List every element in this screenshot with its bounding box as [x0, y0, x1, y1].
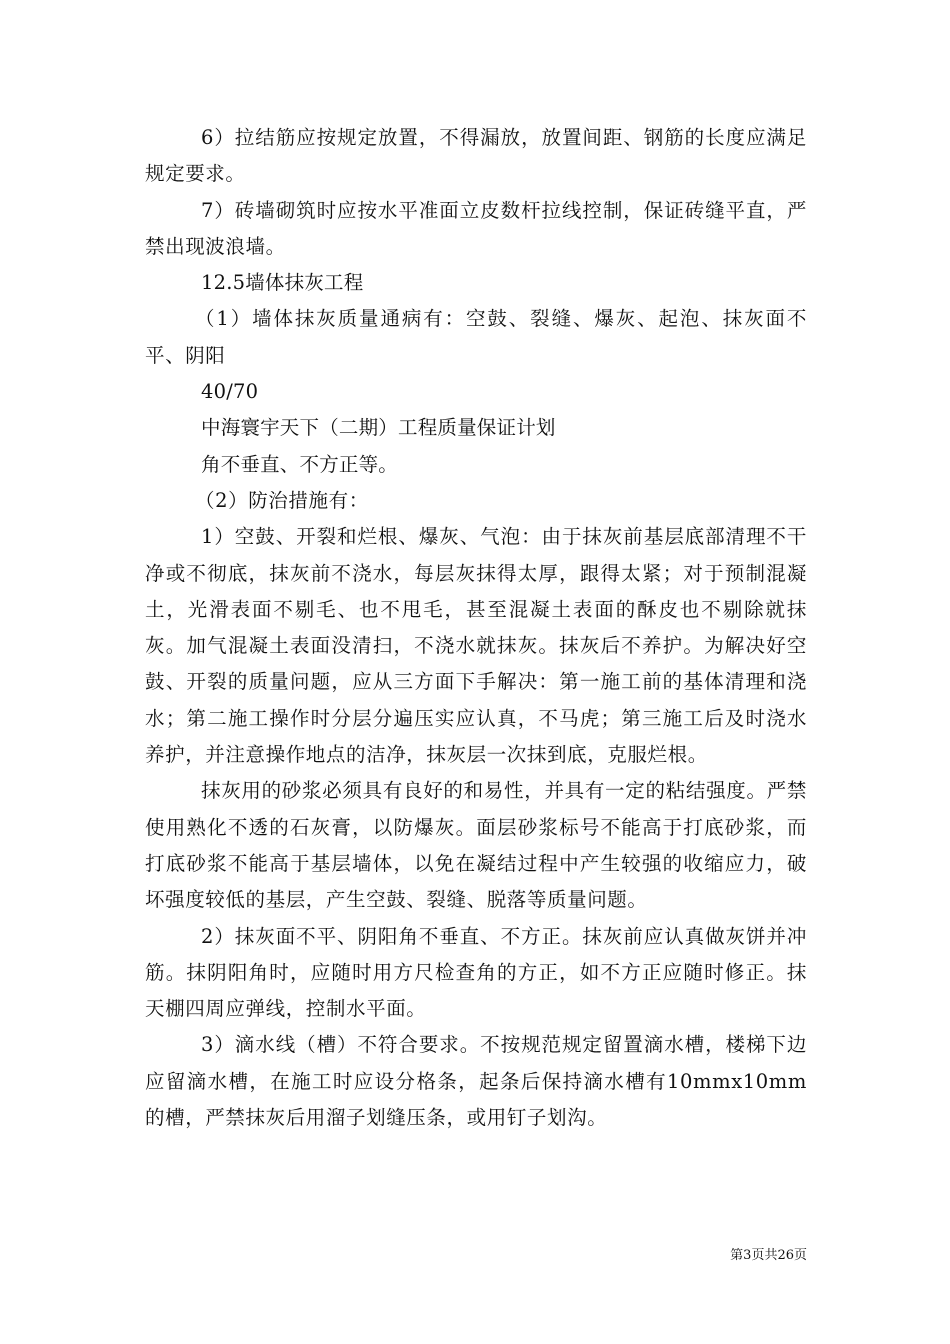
page-footer: 第3页共26页 — [730, 1248, 807, 1263]
document-body — [145, 120, 807, 1136]
paragraph-prevention-heading: （2）防治措施有： — [195, 488, 369, 512]
embedded-page-number: 40/70 — [201, 380, 259, 404]
paragraph-3-drip-line: 3）滴水线（槽）不符合要求。不按规范规定留置滴水槽，楼梯下边应留滴水槽，在施工时应设分格条，起条后保持滴水槽有10mmx10mm的槽，严禁抹灰后用溜子划缝压条，或用钉子划沟。 — [145, 1033, 807, 1130]
embedded-doc-title: 中海寰宇天下（二期）工程质量保证计划 — [201, 416, 556, 440]
paragraph-1-hollowing: 1）空鼓、开裂和烂根、爆灰、气泡：由于抹灰前基层底部清理不干净或不彻底，抹灰前不浇水，每层灰抹得太厚，跟得太紧；对于预制混凝土，光滑表面不剔毛、也不甩毛，甚至混凝土表面的酥皮也不剔除就抹灰。加气混凝土表面没清扫，不浇水就抹灰。抹灰后不养护。为解决好空鼓、开裂的质量问题，应从三方面下手解决：第一施工前的基体清理和浇水；第二施工操作时分层分遍压实应认真，不马虎；第三施工后及时浇水养护，并注意操作地点的洁净，抹灰层一次抹到底，克服烂根。 — [145, 525, 807, 767]
paragraph-continuation: 角不垂直、不方正等。 — [201, 452, 399, 476]
paragraph-7-brick-wall: 7）砖墙砌筑时应按水平准面立皮数杆拉线控制，保证砖缝平直，严禁出现波浪墙。 — [145, 198, 807, 258]
paragraph-2-uneven-surface: 2）抹灰面不平、阴阳角不垂直、不方正。抹灰前应认真做灰饼并冲筋。抹阴阳角时，应随时用方尺检查角的方正，如不方正应随时修正。抹天棚四周应弹线，控制水平面。 — [145, 924, 807, 1021]
paragraph-mortar: 抹灰用的砂浆必须具有良好的和易性，并具有一定的粘结强度。严禁使用熟化不透的石灰膏，以防爆灰。面层砂浆标号不能高于打底砂浆，而打底砂浆不能高于基层墙体，以免在凝结过程中产生较强的收缩应力，破坏强度较低的基层，产生空鼓、裂缝、脱落等质量问题。 — [145, 779, 807, 912]
paragraph-plaster-defects: （1）墙体抹灰质量通病有：空鼓、裂缝、爆灰、起泡、抹灰面不平、阴阳 — [145, 307, 807, 367]
paragraph-6-tie-bars: 6）拉结筋应按规定放置，不得漏放，放置间距、钢筋的长度应满足规定要求。 — [145, 126, 807, 186]
section-heading-12-5: 12.5墙体抹灰工程 — [201, 271, 364, 295]
